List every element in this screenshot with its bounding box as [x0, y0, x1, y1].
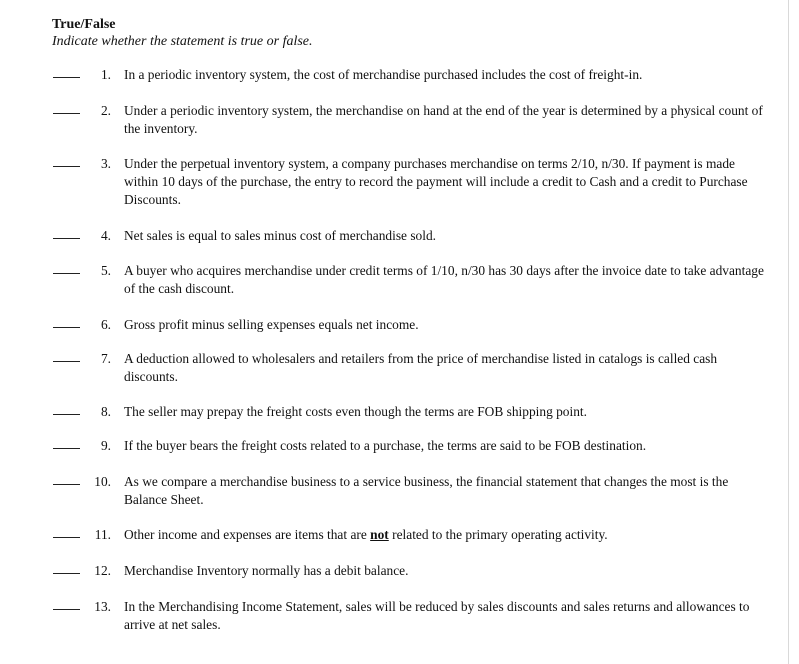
question-text-after: related to the primary operating activity. [392, 527, 608, 542]
question-text [124, 526, 772, 544]
question-text: A deduction allowed to wholesalers and retailers from the price of merchandise listed in catalogs is called cash discounts. [124, 351, 718, 384]
question-number: 12. [94, 563, 111, 578]
question-number: 3. [100, 156, 111, 171]
section-title: True/False [52, 17, 116, 32]
answer-blank[interactable] [53, 238, 80, 239]
question-number: 13. [94, 599, 111, 614]
question-number: 8. [100, 404, 111, 419]
question-text: In the Merchandising Income Statement, sales will be reduced by sales discounts and sales returns and allowances to arrive at net sales. [124, 599, 750, 632]
question-number: 2. [100, 103, 111, 118]
answer-blank[interactable] [53, 573, 80, 574]
question-text: A buyer who acquires merchandise under credit terms of 1/10, n/30 has 30 days after the invoice date to take advantage of the cash discount. [124, 263, 764, 296]
question-text: Gross profit minus selling expenses equals net income. [124, 317, 419, 332]
question-text-before: Other income and expenses are items that are [124, 527, 367, 542]
question-number: 11. [94, 527, 111, 542]
answer-blank[interactable] [53, 537, 80, 538]
emphasis-word: not [370, 527, 389, 542]
answer-blank[interactable] [53, 327, 80, 328]
answer-blank[interactable] [53, 609, 80, 610]
question-number: 7. [100, 351, 111, 366]
answer-blank[interactable] [53, 414, 80, 415]
answer-blank[interactable] [53, 484, 80, 485]
question-text: Under the perpetual inventory system, a company purchases merchandise on terms 2/10, n/30. If payment is made within 10 days of the purchase, the entry to record the payment will include a credit to Cash and a credit to Purchase Discounts. [124, 156, 748, 207]
question-text: The seller may prepay the freight costs even though the terms are FOB shipping point. [124, 404, 587, 419]
question-text: Merchandise Inventory normally has a debit balance. [124, 563, 409, 578]
answer-blank[interactable] [53, 361, 80, 362]
quiz-header [52, 16, 313, 50]
question-text: If the buyer bears the freight costs related to a purchase, the terms are said to be FOB destination. [124, 438, 647, 453]
question-number: 6. [100, 317, 111, 332]
question-number: 9. [100, 438, 111, 453]
question-text: Net sales is equal to sales minus cost of merchandise sold. [124, 228, 437, 243]
question-number: 4. [100, 228, 111, 243]
question-number: 1. [100, 67, 111, 82]
question-number: 5. [100, 263, 111, 278]
question-text: As we compare a merchandise business to a service business, the financial statement that changes the most is the Balance Sheet. [124, 474, 729, 507]
section-instructions: Indicate whether the statement is true or false. [52, 34, 313, 49]
question-text: Under a periodic inventory system, the merchandise on hand at the end of the year is determined by a physical count of the inventory. [124, 103, 763, 136]
page-edge-line [788, 0, 789, 664]
question-number: 10. [94, 474, 111, 489]
answer-blank[interactable] [53, 166, 80, 167]
answer-blank[interactable] [53, 77, 80, 78]
answer-blank[interactable] [53, 273, 80, 274]
answer-blank[interactable] [53, 448, 80, 449]
answer-blank[interactable] [53, 113, 80, 114]
question-text: In a periodic inventory system, the cost of merchandise purchased includes the cost of freight-in. [124, 67, 643, 82]
